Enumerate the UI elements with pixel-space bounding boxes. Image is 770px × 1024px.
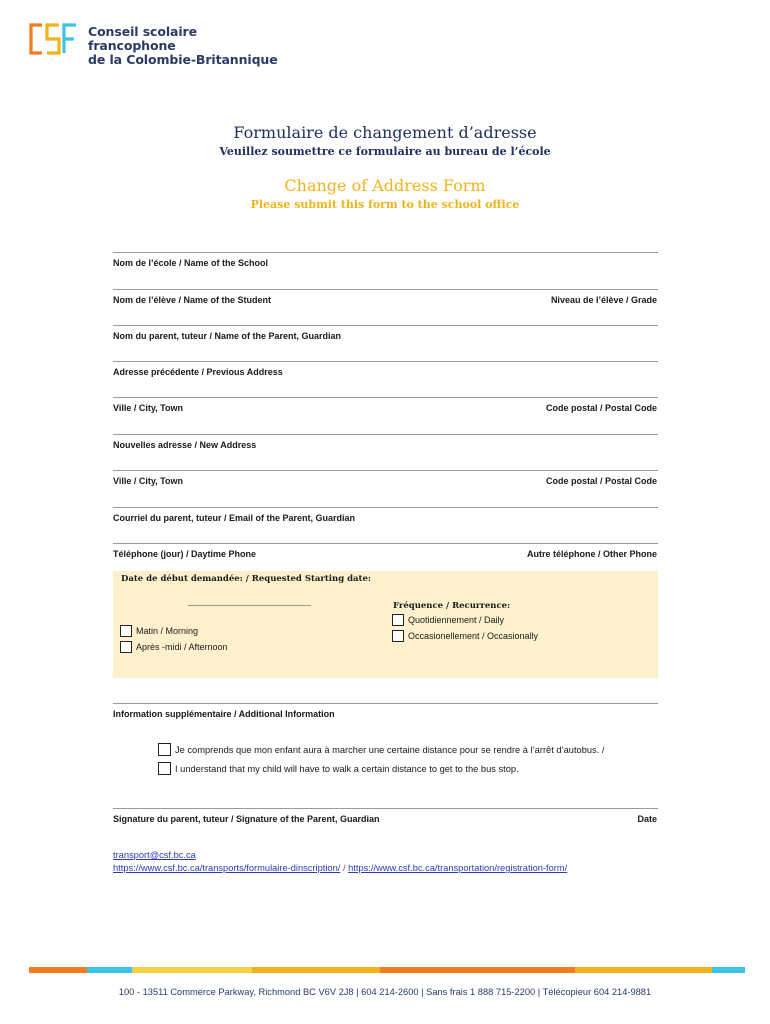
- grade-label: Niveau de l’élève / Grade: [550, 295, 657, 305]
- start-date-field[interactable]: [188, 605, 311, 606]
- occasional-label: Occasionellement / Occasionally: [408, 631, 539, 641]
- frequency-label: Fréquence / Recurrence:: [393, 601, 511, 611]
- ack-fr-label: Je comprends que mon enfant aura à marcher une certaine distance pour se rendre à l’arrêt d’autobus. /: [175, 744, 605, 755]
- ack-en[interactable]: [158, 762, 519, 775]
- org-name-line2: de la Colombie-Britannique: [88, 52, 278, 67]
- registration-link-en[interactable]: https://www.csf.bc.ca/transportation/registration-form/: [348, 863, 568, 873]
- field-line-new-address[interactable]: [113, 434, 658, 435]
- morning-checkbox[interactable]: [120, 625, 132, 637]
- afternoon-checkbox[interactable]: [120, 641, 132, 653]
- new-city-label: Ville / City, Town: [113, 476, 184, 486]
- ack-fr[interactable]: [158, 743, 604, 756]
- student-label: Nom de l’élève / Name of the Student: [113, 295, 272, 305]
- schedule-panel: [113, 571, 658, 678]
- field-line-prev-address[interactable]: [113, 361, 658, 362]
- new-postal-label: Code postal / Postal Code: [545, 476, 657, 486]
- parent-label: Nom du parent, tuteur / Name of the Parent, Guardian: [113, 331, 342, 341]
- org-name-line1: Conseil scolaire francophone: [88, 24, 197, 53]
- form-subtitle-en: Please submit this form to the school office: [250, 198, 520, 211]
- footer-bar-segment: [712, 967, 745, 973]
- field-line-new-city[interactable]: [113, 470, 658, 471]
- field-line-phone[interactable]: [113, 543, 658, 544]
- daily-option[interactable]: [392, 614, 504, 626]
- morning-label: Matin / Morning: [136, 626, 199, 636]
- afternoon-option[interactable]: [120, 641, 228, 653]
- daily-checkbox[interactable]: [392, 614, 404, 626]
- footer-bar-segment: [29, 967, 87, 973]
- ack-en-checkbox[interactable]: [158, 762, 171, 775]
- field-line-signature[interactable]: [113, 808, 658, 809]
- ack-fr-checkbox[interactable]: [158, 743, 171, 756]
- footer-bar-segment: [575, 967, 712, 973]
- link-separator: /: [342, 863, 346, 873]
- afternoon-label: Après -midi / Afternoon: [136, 642, 228, 652]
- prev-postal-label: Code postal / Postal Code: [545, 403, 657, 413]
- org-name: [88, 25, 278, 67]
- field-line-additional[interactable]: [113, 703, 658, 704]
- field-line-prev-city[interactable]: [113, 397, 658, 398]
- csf-logo: [28, 22, 278, 67]
- contact-links: [113, 849, 567, 875]
- email-label: Courriel du parent, tuteur / Email of the Parent, Guardian: [113, 513, 356, 523]
- date-label: Date: [637, 814, 657, 824]
- csf-logo-icon: [28, 22, 78, 56]
- field-line-student[interactable]: [113, 289, 658, 290]
- daily-label: Quotidiennement / Daily: [408, 615, 505, 625]
- form-subtitle-fr: Veuillez soumettre ce formulaire au bureau de l’école: [219, 145, 551, 158]
- field-line-school[interactable]: [113, 252, 658, 253]
- prev-city-label: Ville / City, Town: [113, 403, 184, 413]
- footer-contact: 100 - 13511 Commerce Parkway, Richmond BC V6V 2J8 | 604 214-2600 | Sans frais 1 888 715-2200 | Télécopieur 604 214-9881: [118, 987, 652, 997]
- occasional-option[interactable]: [392, 630, 538, 642]
- phone-label: Téléphone (jour) / Daytime Phone: [113, 549, 257, 559]
- morning-option[interactable]: [120, 625, 198, 637]
- additional-label: Information supplémentaire / Additional Information: [113, 709, 335, 719]
- occasional-checkbox[interactable]: [392, 630, 404, 642]
- signature-label: Signature du parent, tuteur / Signature of the Parent, Guardian: [113, 814, 380, 824]
- start-date-label: Date de début demandée: / Requested Starting date:: [121, 574, 372, 584]
- footer-bar-segment: [87, 967, 132, 973]
- form-title-fr: Formulaire de changement d’adresse: [233, 123, 537, 142]
- new-address-label: Nouvelles adresse / New Address: [113, 440, 257, 450]
- ack-en-label: I understand that my child will have to walk a certain distance to get to the bus stop.: [175, 763, 519, 774]
- transport-email-link[interactable]: transport@csf.bc.ca: [113, 850, 196, 860]
- footer-bar-segment: [132, 967, 252, 973]
- footer-bar-segment: [252, 967, 380, 973]
- field-line-parent[interactable]: [113, 325, 658, 326]
- footer-bar-segment: [380, 967, 575, 973]
- other-phone-label: Autre téléphone / Other Phone: [526, 549, 657, 559]
- school-label: Nom de l’école / Name of the School: [113, 258, 269, 268]
- form-title-en: Change of Address Form: [284, 176, 486, 195]
- field-line-email[interactable]: [113, 507, 658, 508]
- prev-address-label: Adresse précédente / Previous Address: [113, 367, 283, 377]
- registration-link-fr[interactable]: https://www.csf.bc.ca/transports/formulaire-dinscription/: [113, 863, 341, 873]
